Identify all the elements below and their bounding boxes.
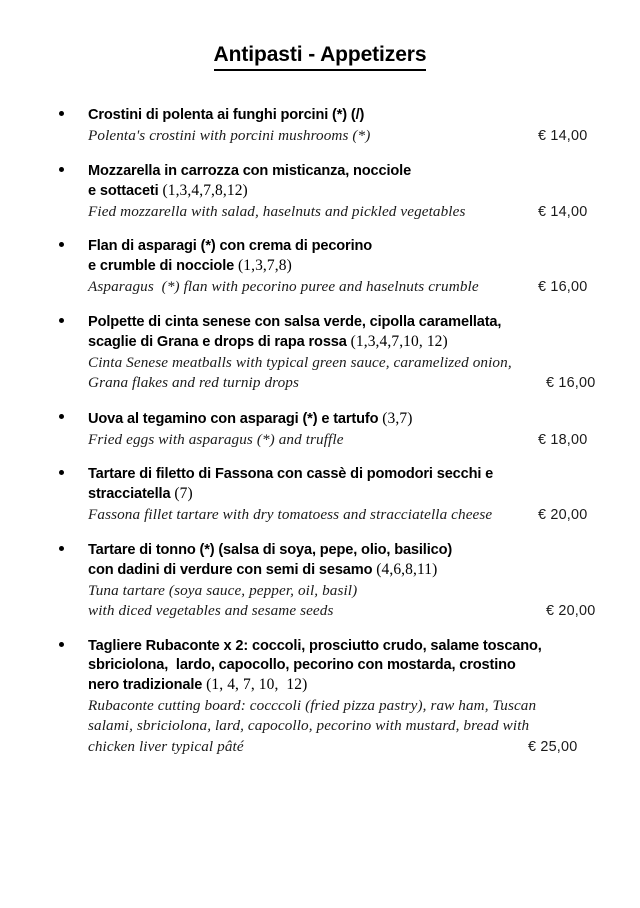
dish-price: € 16,00: [546, 375, 596, 392]
dish-description-text: Fassona fillet tartare with dry tomatoess and stracciatella cheese: [88, 506, 493, 524]
dish-description-text: Polenta's crostini with porcini mushrooms (*): [88, 127, 371, 145]
dish-name-line: e sottaceti (1,3,4,7,8,12): [88, 181, 248, 199]
dish-description-text: Tuna tartare (soya sauce, pepper, oil, basil): [88, 581, 358, 599]
menu-item: [0, 409, 640, 451]
dish-price: € 18,00: [538, 431, 588, 448]
dish-price: € 16,00: [538, 279, 588, 296]
page-header: [0, 0, 640, 85]
dish-description: [88, 430, 624, 451]
page-title: Antipasti - Appetizers: [214, 42, 427, 71]
dish-name-line: Tartare di tonno (*) (salsa di soya, pepe, olio, basilico): [88, 541, 453, 558]
allergen-codes: (1,3,7,8): [237, 257, 292, 275]
allergen-codes: (7): [174, 485, 193, 503]
dish-name-line: Uova al tegamino con asparagi (*) e tartufo (3,7): [88, 409, 413, 427]
dish-name-line: Mozzarella in carrozza con misticanza, nocciole: [88, 162, 412, 179]
bullet-icon: [59, 546, 64, 551]
dish-description: [88, 505, 624, 526]
bullet-icon: [59, 414, 64, 419]
dish-description: [88, 126, 624, 147]
dish-description-line: [88, 126, 624, 147]
menu-item: [0, 313, 640, 394]
allergen-codes: (1,3,4,7,10, 12): [350, 332, 448, 350]
dish-description-text: Fried eggs with asparagus (*) and truffle: [88, 430, 344, 448]
dish-description-line: [88, 737, 624, 758]
allergen-codes: (4,6,8,11): [376, 560, 438, 578]
dish-description: [88, 696, 624, 758]
dish-description: [88, 277, 624, 298]
dish-description-line: [88, 601, 624, 622]
dish-name-line: sbriciolona, lardo, capocollo, pecorino con mostarda, crostino: [88, 656, 516, 673]
dish-description-text: Fied mozzarella with salad, haselnuts and pickled vegetables: [88, 202, 466, 220]
dish-name-line: Tartare di filetto di Fassona con cassè di pomodori secchi e: [88, 466, 494, 483]
allergen-codes: (1,3,4,7,8,12): [162, 181, 248, 199]
bullet-icon: [59, 470, 64, 475]
bullet-icon: [59, 242, 64, 247]
dish-description-text: Rubaconte cutting board: cocccoli (fried pizza pastry), raw ham, Tuscan: [88, 696, 537, 714]
allergen-codes: (3,7): [382, 409, 413, 427]
dish-name-line: Crostini di polenta ai funghi porcini (*) (/): [88, 107, 365, 124]
allergen-codes: (1, 4, 7, 10, 12): [206, 675, 308, 693]
menu-item-list: [0, 106, 640, 757]
dish-description-line: [88, 277, 624, 298]
menu-item: [0, 637, 640, 758]
dish-price: € 14,00: [538, 203, 588, 220]
dish-name-line: Flan di asparagi (*) con crema di pecorino: [88, 238, 373, 255]
dish-name-line: nero tradizionale (1, 4, 7, 10, 12): [88, 675, 308, 693]
dish-description-line: [88, 716, 624, 737]
dish-name-line: Polpette di cinta senese con salsa verde, cipolla caramellata,: [88, 313, 502, 330]
menu-item: [0, 237, 640, 298]
dish-name-line: con dadini di verdure con semi di sesamo (4,6,8,11): [88, 560, 438, 578]
menu-item: [0, 541, 640, 622]
bullet-icon: [59, 167, 64, 172]
dish-description-text: Cinta Senese meatballs with typical green sauce, caramelized onion,: [88, 353, 512, 371]
dish-name-line: e crumble di nocciole (1,3,7,8): [88, 257, 292, 275]
dish-description-text: salami, sbriciolona, lard, capocollo, pecorino with mustard, bread with: [88, 717, 530, 735]
dish-name-line: stracciatella (7): [88, 485, 193, 503]
bullet-icon: [59, 318, 64, 323]
bullet-icon: [59, 642, 64, 647]
dish-description-line: [88, 353, 624, 374]
dish-description-line: [88, 696, 624, 717]
menu-item: [0, 106, 640, 147]
dish-price: € 20,00: [538, 507, 588, 524]
dish-description-line: [88, 373, 624, 394]
menu-item: [0, 465, 640, 526]
dish-name-line: scaglie di Grana e drops di rapa rossa (1,3,4,7,10, 12): [88, 332, 448, 350]
dish-description-text: Asparagus (*) flan with pecorino puree and haselnuts crumble: [88, 278, 479, 296]
dish-description-text: chicken liver typical pâté: [88, 737, 244, 755]
dish-description-line: [88, 430, 624, 451]
dish-price: € 20,00: [546, 603, 596, 620]
menu-item: [0, 162, 640, 223]
dish-description-line: [88, 202, 624, 223]
dish-price: € 25,00: [528, 738, 578, 755]
dish-name-line: Tagliere Rubaconte x 2: coccoli, prosciutto crudo, salame toscano,: [88, 637, 542, 654]
bullet-icon: [59, 111, 64, 116]
dish-description-line: [88, 505, 624, 526]
dish-description: [88, 581, 624, 622]
dish-description-text: Grana flakes and red turnip drops: [88, 374, 299, 392]
dish-description: [88, 353, 624, 394]
dish-description-text: with diced vegetables and sesame seeds: [88, 602, 334, 620]
dish-description: [88, 202, 624, 223]
dish-price: € 14,00: [538, 128, 588, 145]
dish-description-line: [88, 581, 624, 602]
